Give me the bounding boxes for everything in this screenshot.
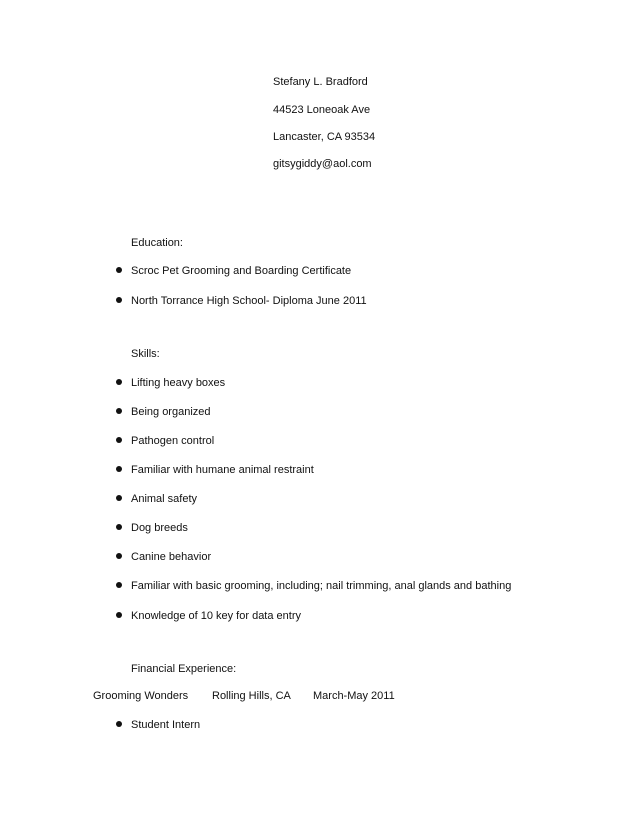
skill-item: Familiar with basic grooming, including; nail trimming, anal glands and bathing	[131, 580, 512, 592]
bullet-icon	[116, 379, 122, 385]
skill-item: Animal safety	[131, 493, 198, 505]
bullet-icon	[116, 408, 122, 414]
bullet-icon	[116, 721, 122, 727]
bullet-icon	[116, 267, 122, 273]
skill-item: Lifting heavy boxes	[131, 377, 226, 389]
bullet-icon	[116, 437, 122, 443]
education-item: Scroc Pet Grooming and Boarding Certificate	[131, 265, 352, 277]
job-location: Rolling Hills, CA	[212, 690, 291, 702]
experience-item: Student Intern	[131, 719, 201, 731]
education-item: North Torrance High School- Diploma June 2011	[131, 295, 367, 307]
bullet-icon	[116, 582, 122, 588]
job-employer: Grooming Wonders	[93, 690, 189, 702]
contact-email: gitsygiddy@aol.com	[273, 158, 372, 170]
education-heading: Education:	[131, 237, 183, 249]
skill-item: Being organized	[131, 406, 211, 418]
bullet-icon	[116, 612, 122, 618]
skill-item: Familiar with humane animal restraint	[131, 464, 314, 476]
contact-street: 44523 Loneoak Ave	[273, 104, 371, 116]
bullet-icon	[116, 495, 122, 501]
bullet-icon	[116, 524, 122, 530]
bullet-icon	[116, 553, 122, 559]
skills-heading: Skills:	[131, 348, 160, 360]
job-dates: March-May 2011	[313, 690, 395, 702]
skill-item: Knowledge of 10 key for data entry	[131, 610, 301, 622]
bullet-icon	[116, 297, 122, 303]
skill-item: Dog breeds	[131, 522, 188, 534]
contact-name: Stefany L. Bradford	[273, 76, 368, 88]
skill-item: Canine behavior	[131, 551, 212, 563]
skill-item: Pathogen control	[131, 435, 215, 447]
contact-city: Lancaster, CA 93534	[273, 131, 376, 143]
experience-heading: Financial Experience:	[131, 663, 237, 675]
bullet-icon	[116, 466, 122, 472]
